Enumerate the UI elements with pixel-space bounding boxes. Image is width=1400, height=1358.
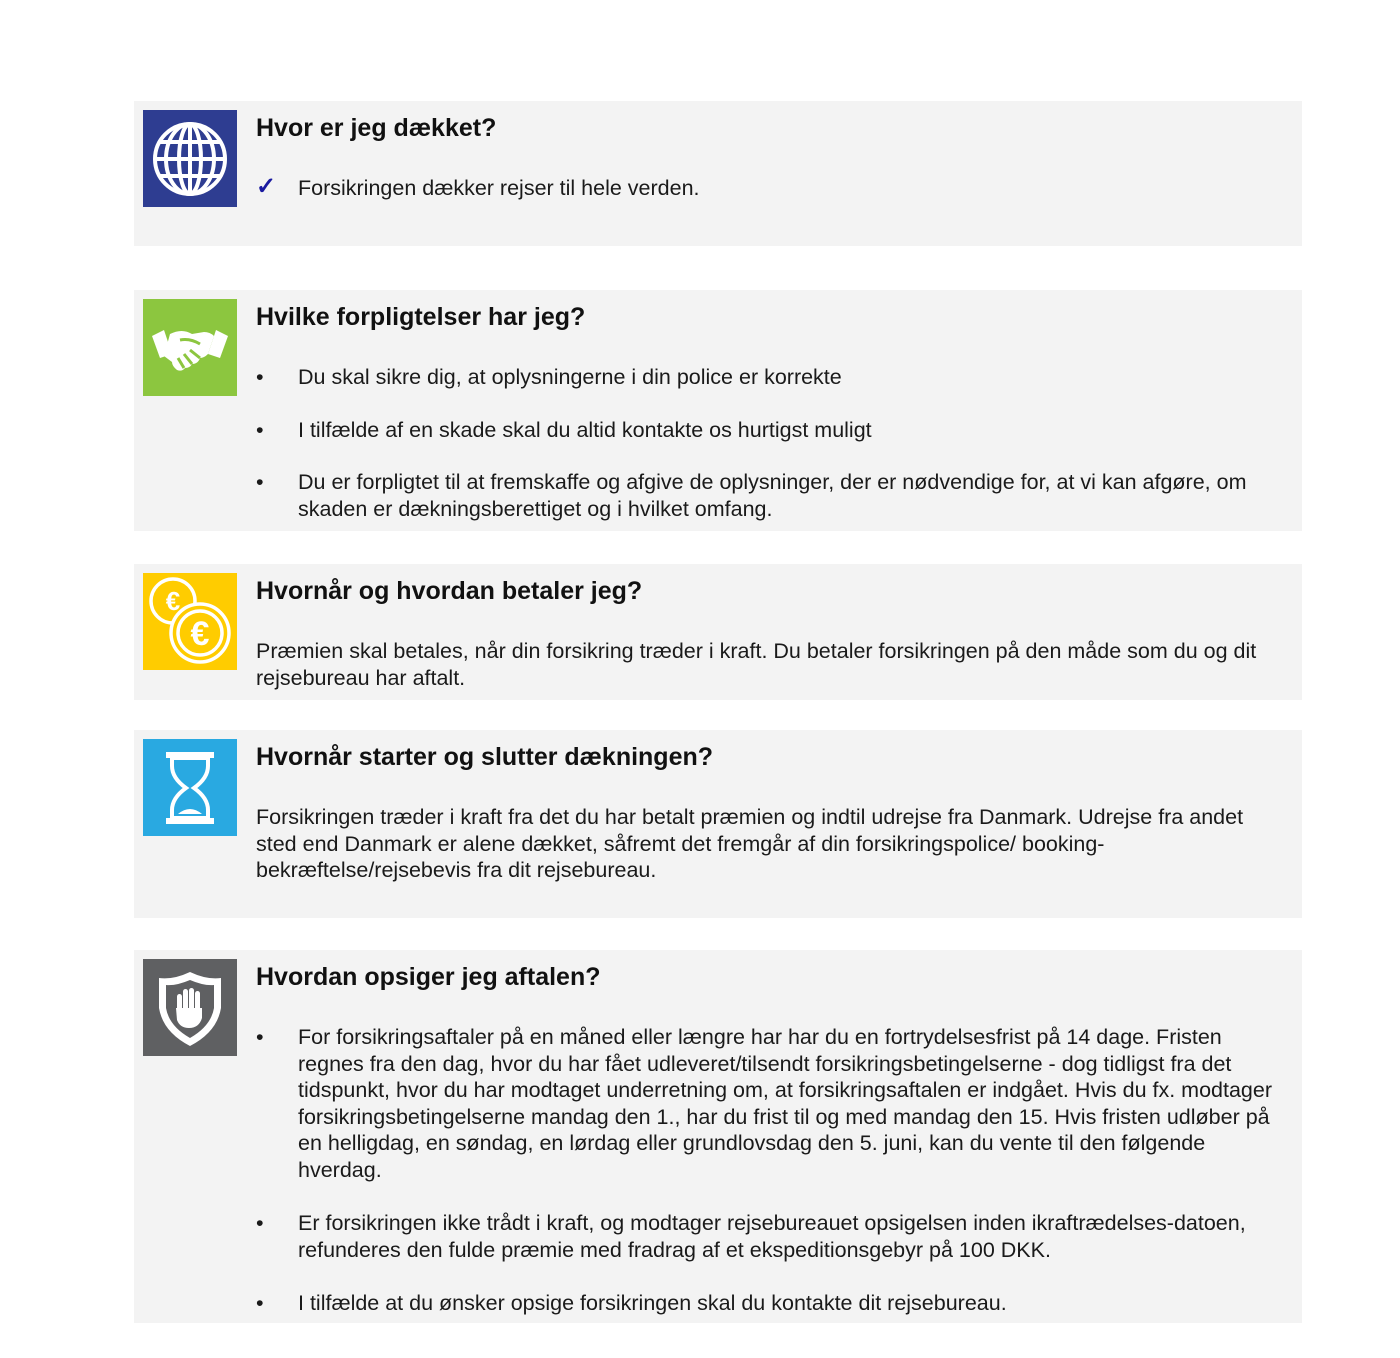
- list-item: • I tilfælde af en skade skal du altid kontakte os hurtigst muligt: [256, 417, 872, 442]
- section-title: Hvornår starter og slutter dækningen?: [256, 743, 714, 771]
- checkmark-icon: ✓: [256, 173, 277, 200]
- section-title: Hvor er jeg dækket?: [256, 114, 497, 142]
- section-text: Forsikringen træder i kraft fra det du har betalt præmien og indtil udrejse fra Danmark. Udrejse fra andet sted end Danmark er alene dækket, såfremt det fremgår af din forsikringspolice/ booking-bekræftelse/rejsebevis fra dit rejsebureau.: [256, 805, 1244, 882]
- section-text: Præmien skal betales, når din forsikring træder i kraft. Du betaler forsikringen på den måde som du og dit rejsebureau har aftalt.: [256, 639, 1257, 690]
- handshake-icon: [143, 299, 237, 396]
- svg-text:€: €: [165, 586, 181, 616]
- shield-hand-icon: [143, 959, 237, 1056]
- coverage-period-section: [134, 730, 1302, 918]
- cancellation-section: [134, 950, 1302, 1323]
- list-item: • Du er forpligtet til at fremskaffe og afgive de oplysninger, der er nødvendige for, at vi kan afgøre, om skaden er dækningsberettiget og i hvilket omfang.: [256, 470, 1247, 521]
- coverage-area-section: [134, 101, 1302, 246]
- list-item: ✓ Forsikringen dækker rejser til hele verden.: [256, 173, 700, 200]
- globe-icon: [143, 110, 237, 207]
- euro-coins-icon: [143, 573, 237, 670]
- svg-text:€: €: [190, 615, 210, 653]
- section-title: Hvordan opsiger jeg aftalen?: [256, 963, 601, 991]
- payment-section: [134, 564, 1302, 700]
- list-item: • Er forsikringen ikke trådt i kraft, og modtager rejsebureauet opsigelsen inden ikraftrædelses-datoen, refunderes den fulde præmie med fradrag af et ekspeditionsgebyr på 100 DKK.: [256, 1211, 1246, 1262]
- list-item: • For forsikringsaftaler på en måned eller længre har har du en fortrydelsesfrist på 14 dage. Fristen regnes fra den dag, hvor du har fået udleveret/tilsendt forsikringsbetingelserne - dog tidligst fra det tidspunkt, hvor du har modtaget underretning om, at forsikringsaftalen er indgået. Hvis du fx. modtager forsikringsbetingelserne mandag den 1., har du frist til og med mandag den 15. Hvis fristen udløber på en helligdag, en søndag, en lørdag eller grundlovsdag den 5. juni, kan du vente til den følgende hverdag.: [256, 1025, 1272, 1182]
- obligations-section: [134, 290, 1302, 531]
- section-title: Hvilke forpligtelser har jeg?: [256, 303, 586, 331]
- list-item: • Du skal sikre dig, at oplysningerne i din police er korrekte: [256, 365, 842, 389]
- list-item: • I tilfælde at du ønsker opsige forsikringen skal du kontakte dit rejsebureau.: [256, 1291, 1007, 1315]
- section-title: Hvornår og hvordan betaler jeg?: [256, 577, 643, 605]
- hourglass-icon: [143, 739, 237, 836]
